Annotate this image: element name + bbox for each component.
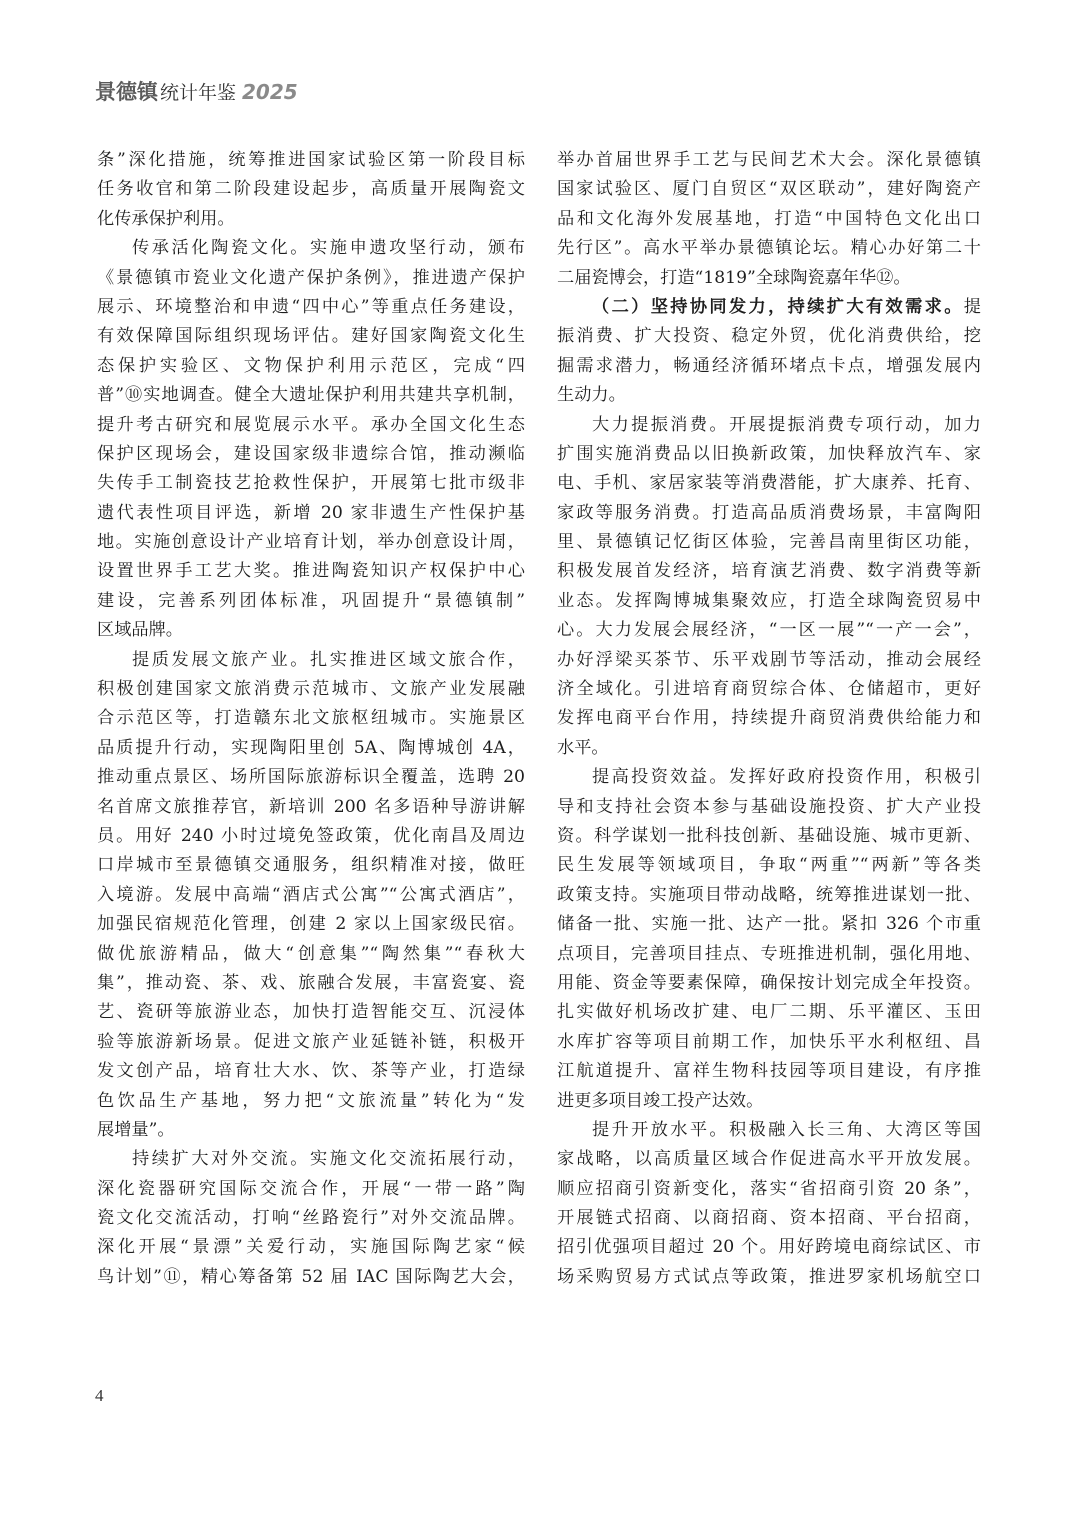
text-line: 济全域化。引进培育商贸综合体、仓储超市，更好 bbox=[557, 679, 981, 700]
text-line: 有效保障国际组织现场评估。建好国家陶瓷文化生 bbox=[97, 326, 525, 347]
text-line: 心。大力发展会展经济，“一区一展”“一产一会”， bbox=[557, 620, 981, 641]
text-line: 遗代表性项目评选，新增 20 家非遗生产性保护基 bbox=[97, 502, 525, 523]
text-line: 点项目，完善项目挂点、专班推进机制，强化用地、 bbox=[557, 943, 981, 964]
text-line: 加强民宿规范化管理，创建 2 家以上国家级民宿。 bbox=[97, 914, 525, 935]
text-line: 普”⑩实地调查。健全大遗址保护利用共建共享机制， bbox=[97, 385, 525, 406]
paragraph-first-line: 提质发展文旅产业。扎实推进区域文旅合作， bbox=[132, 649, 525, 670]
text-line: 家政等服务消费。打造高品质消费场景，丰富陶阳 bbox=[557, 502, 981, 523]
text-line: 办好浮梁买茶节、乐平戏剧节等活动，推动会展经 bbox=[557, 649, 981, 670]
header-year: 2025 bbox=[242, 80, 298, 104]
text-line: 储备一批、实施一批、达产一批。紧扣 326 个市重 bbox=[557, 914, 981, 935]
text-line: 生动力。 bbox=[557, 385, 626, 406]
text-line: 推动重点景区、场所国际旅游标识全覆盖，选聘 20 bbox=[97, 767, 525, 788]
text-line: 电、手机、家居家装等消费潜能，扩大康养、托育、 bbox=[557, 473, 981, 494]
text-line: 失传手工制瓷技艺抢救性保护，开展第七批市级非 bbox=[97, 473, 525, 494]
text-line: 品和文化海外发展基地，打造“中国特色文化出口 bbox=[557, 208, 981, 229]
text-line: 地。实施创意设计产业培育计划，举办创意设计周， bbox=[97, 532, 525, 553]
text-line: 品质提升行动，实现陶阳里创 5A、陶博城创 4A， bbox=[97, 737, 525, 758]
text-line: 政策支持。实施项目带动战略，统筹推进谋划一批、 bbox=[557, 884, 981, 905]
paragraph-first-line: 传承活化陶瓷文化。实施申遗攻坚行动，颁布 bbox=[132, 238, 525, 259]
text-line: 建设，完善系列团体标准，巩固提升“景德镇制” bbox=[97, 590, 525, 611]
right-column bbox=[557, 146, 981, 1292]
text-line: 瓷文化交流活动，打响“丝路瓷行”对外交流品牌。 bbox=[97, 1208, 525, 1229]
paragraph-first-line: 提升开放水平。积极融入长三角、大湾区等国 bbox=[592, 1119, 981, 1140]
text-line: 口岸城市至景德镇交通服务，组织精准对接，做旺 bbox=[97, 855, 525, 876]
text-line: 展增量”。 bbox=[97, 1119, 175, 1140]
text-line: 积极发展首发经济，培育演艺消费、数字消费等新 bbox=[557, 561, 981, 582]
text-line: 展示、环境整治和申遗“四中心”等重点任务建设， bbox=[97, 296, 525, 317]
text-line: 二届瓷博会，打造“1819”全球陶瓷嘉年华⑫。 bbox=[557, 267, 911, 288]
text-line: 导和支持社会资本参与基础设施投资、扩大产业投 bbox=[557, 796, 981, 817]
text-line: 扩围实施消费品以旧换新政策，加快释放汽车、家 bbox=[557, 443, 981, 464]
text-line: 招引优强项目超过 20 个。用好跨境电商综试区、市 bbox=[557, 1237, 981, 1258]
text-line: 发文创产品，培育壮大水、饮、茶等产业，打造绿 bbox=[97, 1061, 525, 1082]
text-line: 提升考古研究和展览展示水平。承办全国文化生态 bbox=[97, 414, 525, 435]
text-line: 员。用好 240 小时过境免签政策，优化南昌及周边 bbox=[97, 825, 525, 846]
text-line: 先行区”。高水平举办景德镇论坛。精心办好第二十 bbox=[557, 238, 981, 259]
header-brand: 景德镇 bbox=[95, 80, 158, 104]
text-line: 场采购贸易方式试点等政策，推进罗家机场航空口 bbox=[557, 1266, 981, 1287]
text-line: 鸟计划”⑪，精心筹备第 52 届 IAC 国际陶艺大会， bbox=[97, 1266, 525, 1287]
text-line: 做优旅游精品，做大“创意集”“陶然集”“春秋大 bbox=[97, 943, 525, 964]
text-line: 振消费、扩大投资、稳定外贸，优化消费供给，挖 bbox=[557, 326, 981, 347]
left-column bbox=[97, 146, 525, 1292]
text-line: 保护区现场会，建设国家级非遗综合馆，推动濒临 bbox=[97, 443, 525, 464]
page-number: 4 bbox=[95, 1386, 104, 1405]
text-line: 名首席文旅推荐官，新培训 200 名多语种导游讲解 bbox=[97, 796, 525, 817]
running-header bbox=[95, 76, 298, 104]
text-line: 艺、瓷研等旅游业态，加快打造智能交互、沉浸体 bbox=[97, 1002, 525, 1023]
header-subtitle: 统计年鉴 bbox=[160, 82, 237, 104]
text-line: 水库扩容等项目前期工作，加快乐平水利枢纽、昌 bbox=[557, 1031, 981, 1052]
text-line: 举办首届世界手工艺与民间艺术大会。深化景德镇 bbox=[557, 150, 981, 170]
text-line: 家战略，以高质量区域合作促进高水平开放发展。 bbox=[557, 1149, 981, 1170]
text-line: 国家试验区、厦门自贸区“双区联动”，建好陶瓷产 bbox=[557, 179, 981, 200]
paragraph-first-line: 大力提振消费。开展提振消费专项行动，加力 bbox=[592, 414, 981, 435]
paragraph-first-line: 提高投资效益。发挥好政府投资作用，积极引 bbox=[592, 767, 981, 788]
paragraph-first-line: 持续扩大对外交流。实施文化交流拓展行动， bbox=[132, 1149, 525, 1170]
text-line: 集”，推动瓷、茶、戏、旅融合发展，丰富瓷宴、瓷 bbox=[97, 972, 525, 993]
text-line: 态保护实验区、文物保护利用示范区，完成“四 bbox=[97, 355, 525, 376]
text-line: 深化开展“景漂”关爱行动，实施国际陶艺家“候 bbox=[97, 1237, 525, 1258]
text-line: 条”深化措施，统筹推进国家试验区第一阶段目标 bbox=[97, 150, 525, 170]
text-line: 化传承保护利用。 bbox=[97, 208, 235, 229]
text-line: 任务收官和第二阶段建设起步，高质量开展陶瓷文 bbox=[97, 179, 525, 200]
text-line: 区域品牌。 bbox=[97, 620, 183, 641]
text-line: 顺应招商引资新变化，落实“省招商引资 20 条”， bbox=[557, 1178, 981, 1199]
section-heading: （二）坚持协同发力，持续扩大有效需求。 bbox=[592, 296, 964, 317]
text-line: 掘需求潜力，畅通经济循环堵点卡点，增强发展内 bbox=[557, 355, 981, 376]
text-line: 《景德镇市瓷业文化遗产保护条例》，推进遗产保护 bbox=[97, 267, 525, 288]
text-line: 江航道提升、富祥生物科技园等项目建设，有序推 bbox=[557, 1061, 981, 1082]
text-line: 用能、资金等要素保障，确保按计划完成全年投资。 bbox=[557, 972, 981, 993]
text-line: 合示范区等，打造赣东北文旅枢纽城市。实施景区 bbox=[97, 708, 525, 729]
text-line: 积极创建国家文旅消费示范城市、文旅产业发展融 bbox=[97, 679, 525, 700]
text-line: 开展链式招商、以商招商、资本招商、平台招商， bbox=[557, 1208, 981, 1229]
text-line: 入境游。发展中高端“酒店式公寓”“公寓式酒店”， bbox=[97, 884, 525, 905]
text-line: 深化瓷器研究国际交流合作，开展“一带一路”陶 bbox=[97, 1178, 525, 1199]
text-line: 业态。发挥陶博城集聚效应，打造全球陶瓷贸易中 bbox=[557, 590, 981, 611]
text-line: 发挥电商平台作用，持续提升商贸消费供给能力和 bbox=[557, 708, 981, 729]
text-line-rest: 提 bbox=[963, 296, 981, 317]
text-line: 扎实做好机场改扩建、电厂二期、乐平灌区、玉田 bbox=[557, 1002, 981, 1023]
text-line: 水平。 bbox=[557, 737, 609, 758]
text-line: 设置世界手工艺大奖。推进陶瓷知识产权保护中心 bbox=[97, 561, 525, 582]
text-line: 进更多项目竣工投产达效。 bbox=[557, 1090, 764, 1111]
text-line: 民生发展等领域项目，争取“两重”“两新”等各类 bbox=[557, 855, 981, 876]
text-line: 资。科学谋划一批科技创新、基础设施、城市更新、 bbox=[557, 825, 981, 846]
text-line: 里、景德镇记忆街区体验，完善昌南里街区功能， bbox=[557, 532, 981, 553]
paragraph-first-line bbox=[557, 293, 981, 322]
text-line: 验等旅游新场景。促进文旅产业延链补链，积极开 bbox=[97, 1031, 525, 1052]
text-line: 色饮品生产基地，努力把“文旅流量”转化为“发 bbox=[97, 1090, 525, 1111]
